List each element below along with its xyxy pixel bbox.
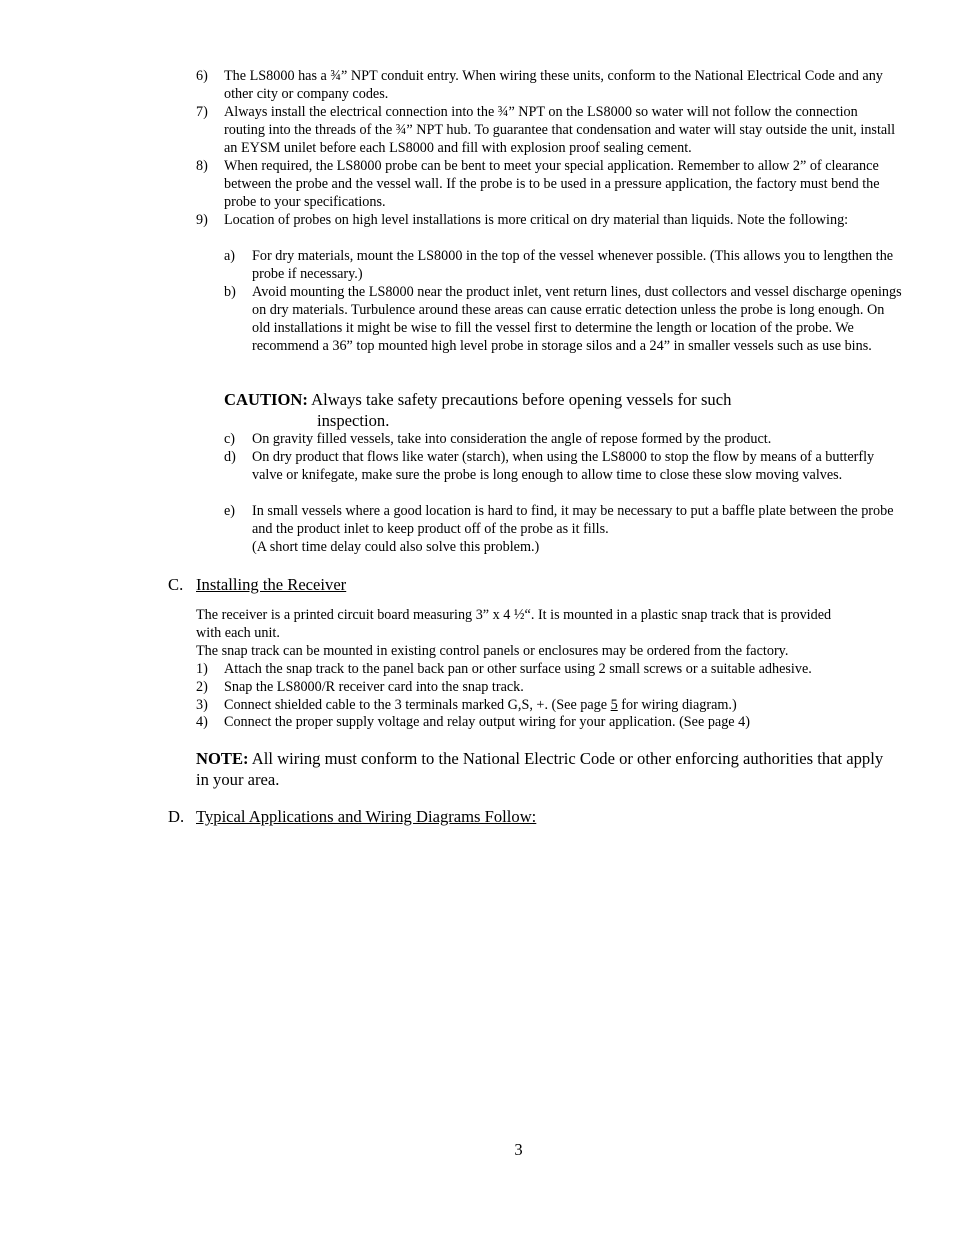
section-c-heading (168, 575, 346, 596)
caution-label: CAUTION: (224, 390, 308, 409)
list-text: Attach the snap track to the panel back pan or other surface using 2 small screws or a suitable adhesive. (224, 661, 812, 677)
note-text: All wiring must conform to the National Electric Code or other enforcing authorities that apply in your area. (196, 749, 884, 789)
list-item-8 (196, 157, 902, 211)
list-text: Snap the LS8000/R receiver card into the snap track. (224, 679, 524, 695)
sublist-item-c (224, 430, 902, 448)
list-text: For dry materials, mount the LS8000 in the top of the vessel whenever possible. (This allows you to lengthen the probe if necessary.) (252, 248, 894, 282)
list-letter: a) (224, 248, 236, 264)
caution-line (224, 390, 864, 411)
sublist-item-b (224, 283, 902, 355)
list-item-6 (196, 67, 902, 103)
note-label: NOTE: (196, 749, 249, 768)
section-letter: C. (168, 575, 184, 594)
sublist-item-e (224, 502, 902, 556)
list-letter: c) (224, 431, 236, 447)
list-text: The LS8000 has a ¾” NPT conduit entry. When wiring these units, conform to the National Electrical Code and any other city or company codes. (224, 68, 883, 102)
page-5-link[interactable]: 5 (610, 697, 618, 713)
caution-continuation: inspection. (317, 411, 390, 430)
receiver-step-4 (196, 713, 902, 731)
list-text: On dry product that flows like water (starch), when using the LS8000 to stop the flow by means of a butterfly valve or knifegate, make sure the probe is long enough to allow time to close these slow moving valves. (252, 449, 875, 483)
list-text: When required, the LS8000 probe can be bent to meet your special application. Remember to allow 2” of clearance between the probe and the vessel wall. If the probe is to be used in a pressure application, the factory must bend the probe to your specifications. (224, 158, 880, 210)
caution-text: Always take safety precautions before opening vessels for such (307, 390, 732, 409)
page-number: 3 (514, 1140, 523, 1159)
sublist-item-d (224, 448, 902, 484)
list-letter: b) (224, 284, 236, 300)
list-item-7 (196, 103, 902, 157)
receiver-step-1 (196, 660, 902, 678)
list-number: 4) (196, 714, 208, 730)
list-text: Always install the electrical connection into the ¾” NPT on the LS8000 so water will not follow the connection routing into the threads of the ¾” NPT hub. To guarantee that condensation and water will stay outside the unit, install an EYSM unilet before each LS8000 and fill with explosion proof sealing cement. (224, 104, 896, 156)
list-number: 1) (196, 661, 208, 677)
list-number: 6) (196, 68, 208, 84)
list-letter: d) (224, 449, 236, 465)
list-text: In small vessels where a good location is hard to find, it may be necessary to put a baffle plate between the probe and the product inlet to keep product off of the probe as it fills. (252, 503, 894, 537)
list-letter: e) (224, 503, 236, 519)
section-letter: D. (168, 807, 185, 826)
receiver-intro-1: The receiver is a printed circuit board measuring 3” x 4 ½“. It is mounted in a plastic snap track that is provided with each unit. (196, 607, 832, 641)
receiver-intro-2: The snap track can be mounted in existing control panels or enclosures may be ordered from the factory. (196, 643, 789, 659)
list-number: 7) (196, 104, 208, 120)
list-number: 8) (196, 158, 208, 174)
list-number: 3) (196, 697, 208, 713)
list-text (224, 696, 902, 714)
step-text-after-link: for wiring diagram.) (617, 697, 737, 713)
wiring-note (196, 749, 886, 790)
section-title: Typical Applications and Wiring Diagrams Follow: (196, 807, 537, 826)
list-text: On gravity filled vessels, take into consideration the angle of repose formed by the product. (252, 431, 772, 447)
section-d-heading (168, 807, 536, 828)
list-text: Avoid mounting the LS8000 near the product inlet, vent return lines, dust collectors and vessel discharge openings on dry materials. Turbulence around these areas can cause erratic detection unless the probe is long enough. On old installations it might be wise to fill the vessel first to determine the length or location of the probe. We recommend a 36” top mounted high level probe in storage silos and a 24” in smaller vessels such as use bins. (252, 284, 902, 354)
list-text: Location of probes on high level installations is more critical on dry material than liquids. Note the following: (224, 212, 849, 228)
step-text-before-link: Connect shielded cable to the 3 terminals marked G,S, +. (See page (224, 697, 611, 713)
list-text-extra: (A short time delay could also solve this problem.) (252, 539, 540, 555)
receiver-step-3 (196, 696, 902, 714)
sublist-item-a (224, 247, 902, 283)
list-number: 2) (196, 679, 208, 695)
receiver-step-2 (196, 678, 902, 696)
list-number: 9) (196, 212, 208, 228)
section-title: Installing the Receiver (196, 575, 347, 594)
list-text: Connect the proper supply voltage and relay output wiring for your application. (See page 4) (224, 714, 750, 730)
list-item-9 (196, 211, 902, 229)
